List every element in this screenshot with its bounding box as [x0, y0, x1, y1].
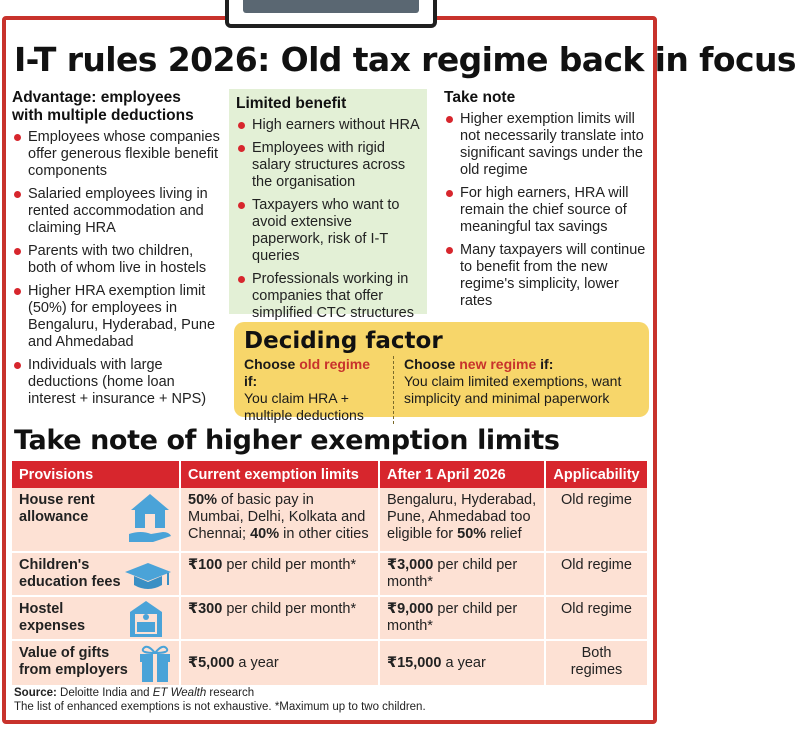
deciding-factor-columns	[244, 356, 639, 424]
current-limit-text: a year	[234, 654, 279, 671]
take-note-title: Take note	[444, 89, 516, 106]
provision-name-line1: House rent	[19, 492, 95, 508]
new-regime-prefix: Choose	[404, 356, 460, 372]
old-regime-prefix: Choose	[244, 356, 300, 372]
current-limit-value: ₹100	[188, 557, 223, 573]
list-item: Higher exemption limits will not necessarily translate into significant savings under the old regime	[444, 111, 649, 179]
current-limit-cell	[180, 488, 379, 552]
after-2026-cell	[379, 552, 545, 596]
table-row	[12, 640, 647, 686]
hostel-building-icon	[129, 600, 163, 643]
provision-cell	[12, 488, 180, 552]
current-limit-text: of basic pay in Mumbai, Delhi, Kolkata and Chennai;	[188, 492, 366, 542]
after-2026-cell	[379, 488, 545, 552]
deciding-factor-title: Deciding factor	[244, 328, 443, 354]
advantage-title-line2: with multiple deductions	[12, 107, 194, 124]
table-title: Take note of higher exemption limits	[14, 425, 560, 456]
source-label: Source:	[14, 687, 57, 699]
old-regime-lead	[244, 356, 385, 390]
top-tab-bar	[243, 0, 419, 13]
new-regime-suffix: if:	[536, 356, 554, 372]
deciding-factor-box	[234, 322, 649, 423]
provision-cell	[12, 640, 180, 686]
current-limit-value: ₹300	[188, 601, 223, 617]
house-hand-icon	[127, 492, 173, 551]
after-limit-value: 50%	[457, 526, 487, 542]
list-item: Individuals with large deductions (home loan interest + insurance + NPS)	[12, 357, 224, 408]
column-header: Current exemption limits	[180, 461, 379, 488]
applicability-cell: Old regime	[545, 552, 647, 596]
limited-benefit-list	[236, 117, 421, 322]
limited-benefit-title: Limited benefit	[236, 95, 347, 112]
limited-benefit-section	[229, 89, 427, 321]
new-regime-lead	[404, 356, 639, 373]
after-limit-value: ₹9,000	[387, 601, 434, 617]
provision-cell	[12, 552, 180, 596]
source-text-2: research	[206, 687, 255, 699]
current-limit-cell	[180, 640, 379, 686]
table-row	[12, 596, 647, 640]
exemption-table	[12, 461, 647, 687]
current-limit-cell	[180, 596, 379, 640]
new-regime-label: new regime	[459, 356, 537, 372]
list-item: Parents with two children, both of whom live in hostels	[12, 243, 224, 277]
source-line	[14, 686, 426, 700]
after-limit-text: per child per month*	[387, 557, 518, 590]
table-header-row	[12, 461, 647, 488]
provision-name-line2: expenses	[19, 618, 86, 634]
current-limit-text: per child per month*	[222, 601, 357, 617]
old-regime-text: You claim HRA + multiple deductions	[244, 390, 364, 423]
after-2026-cell	[379, 596, 545, 640]
applicability-line1: Both	[581, 645, 612, 661]
column-header: Provisions	[12, 461, 180, 488]
applicability-line2: regimes	[570, 662, 623, 678]
advantage-title	[12, 89, 224, 125]
list-item: For high earners, HRA will remain the chief source of meaningful tax savings	[444, 185, 649, 236]
provision-name-line1: Value of gifts	[19, 645, 110, 661]
after-2026-cell	[379, 640, 545, 686]
new-regime-text: You claim limited exemptions, want simplicity and minimal paperwork	[404, 373, 622, 406]
advantage-section	[12, 89, 224, 414]
column-header: After 1 April 2026	[379, 461, 545, 488]
source-publication: ET Wealth	[152, 687, 207, 699]
old-regime-suffix: if:	[244, 373, 258, 389]
footer	[14, 686, 426, 714]
current-limit-value-2: 40%	[250, 526, 280, 542]
applicability-cell: Old regime	[545, 596, 647, 640]
list-item: Many taxpayers will continue to benefit from the new regime's simplicity, lower rates	[444, 242, 649, 310]
current-limit-value: 50%	[188, 492, 218, 508]
graduation-cap-icon	[123, 561, 173, 598]
provision-cell	[12, 596, 180, 640]
current-limit-cell	[180, 552, 379, 596]
list-item: Employees whose companies offer generous flexible benefit components	[12, 129, 224, 180]
gift-box-icon	[137, 643, 173, 688]
applicability-cell	[545, 640, 647, 686]
top-tab-decoration	[225, 0, 437, 28]
table-row	[12, 488, 647, 552]
new-regime-choice	[394, 356, 639, 424]
after-limit-text: Bengaluru, Hyderabad, Pune, Ahmedabad too eligible for	[387, 492, 537, 542]
list-item: Professionals working in companies that offer simplified CTC structures	[236, 271, 421, 322]
after-limit-text: a year	[441, 654, 486, 671]
list-item: Taxpayers who want to avoid extensive paperwork, risk of I-T queries	[236, 197, 421, 265]
take-note-section	[444, 89, 649, 316]
current-limit-text-2: in other cities	[279, 526, 369, 542]
advantage-list	[12, 129, 224, 408]
source-text: Deloitte India and	[56, 687, 153, 699]
current-limit-value: ₹5,000	[188, 654, 235, 671]
current-limit-text: per child per month*	[222, 557, 357, 573]
column-header: Applicability	[545, 461, 647, 488]
list-item: Employees with rigid salary structures across the organisation	[236, 140, 421, 191]
list-item: Higher HRA exemption limit (50%) for employees in Bengaluru, Hyderabad, Pune and Ahmedabad	[12, 283, 224, 351]
advantage-title-line1: Advantage: employees	[12, 89, 181, 106]
provision-name-line2: from employers	[19, 662, 128, 678]
old-regime-label: old regime	[299, 356, 371, 372]
after-limit-text: per child per month*	[387, 601, 518, 634]
provision-name-line1: Hostel	[19, 601, 64, 617]
after-limit-value: ₹15,000	[387, 654, 442, 671]
page-title: I-T rules 2026: Old tax regime back in focus	[14, 40, 796, 79]
list-item: High earners without HRA	[236, 117, 421, 134]
list-item: Salaried employees living in rented accommodation and claiming HRA	[12, 186, 224, 237]
footnote: The list of enhanced exemptions is not exhaustive. *Maximum up to two children.	[14, 701, 426, 713]
after-limit-value: ₹3,000	[387, 557, 434, 573]
provision-name-line2: allowance	[19, 509, 89, 525]
after-limit-text-2: relief	[486, 526, 522, 542]
provision-name-line2: education fees	[19, 574, 121, 590]
provision-name-line1: Children's	[19, 557, 90, 573]
table-row	[12, 552, 647, 596]
applicability-cell: Old regime	[545, 488, 647, 552]
take-note-list	[444, 111, 649, 310]
old-regime-choice	[244, 356, 394, 424]
